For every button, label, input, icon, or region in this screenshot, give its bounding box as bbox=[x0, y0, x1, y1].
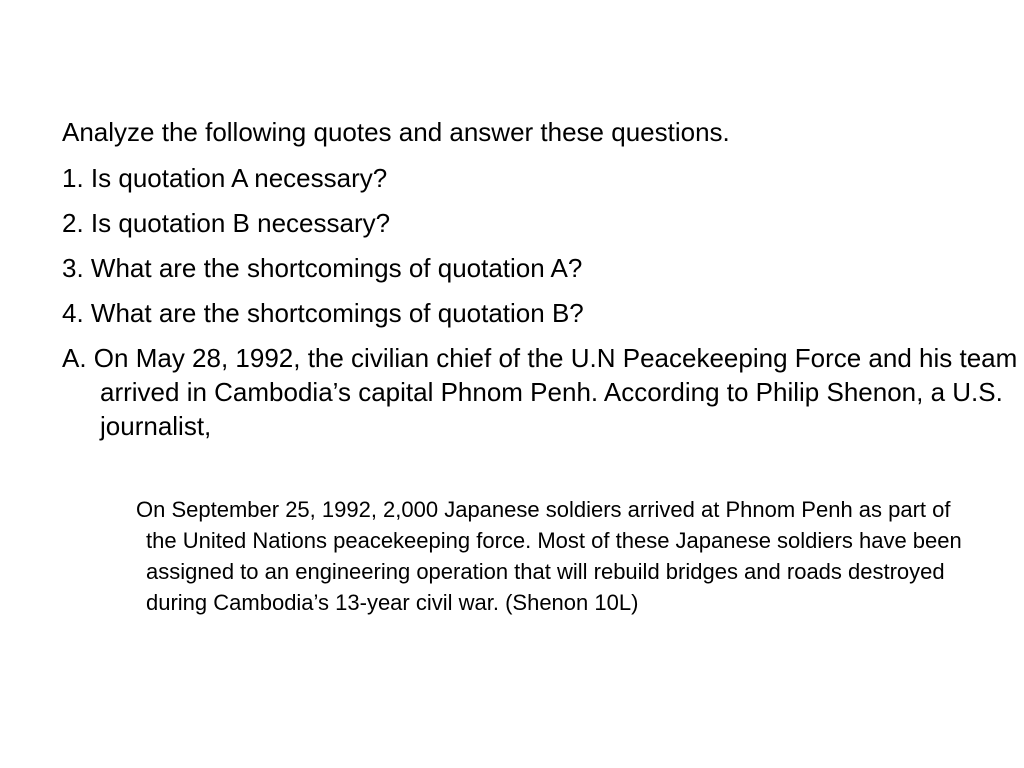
question-2: 2. Is quotation B necessary? bbox=[62, 208, 391, 238]
paragraph-a: A. On May 28, 1992, the civilian chief of the U.N Peacekeeping Force and his team arrived in Cambodia’s capital Phnom Penh. According to Philip Shenon, a U.S. journalist, bbox=[62, 343, 1018, 441]
intro-text: Analyze the following quotes and answer these questions. bbox=[62, 117, 730, 147]
question-4: 4. What are the shortcomings of quotation B? bbox=[62, 298, 584, 328]
question-3: 3. What are the shortcomings of quotation A? bbox=[62, 253, 583, 283]
block-quote: On September 25, 1992, 2,000 Japanese soldiers arrived at Phnom Penh as part of the United Nations peacekeeping force. Most of these Japanese soldiers have been assigned to an engineering operation that will rebuild bridges and roads destroyed during Cambodia’s 13-year civil war. (Shenon 10L) bbox=[136, 497, 962, 615]
question-1: 1. Is quotation A necessary? bbox=[62, 163, 388, 193]
